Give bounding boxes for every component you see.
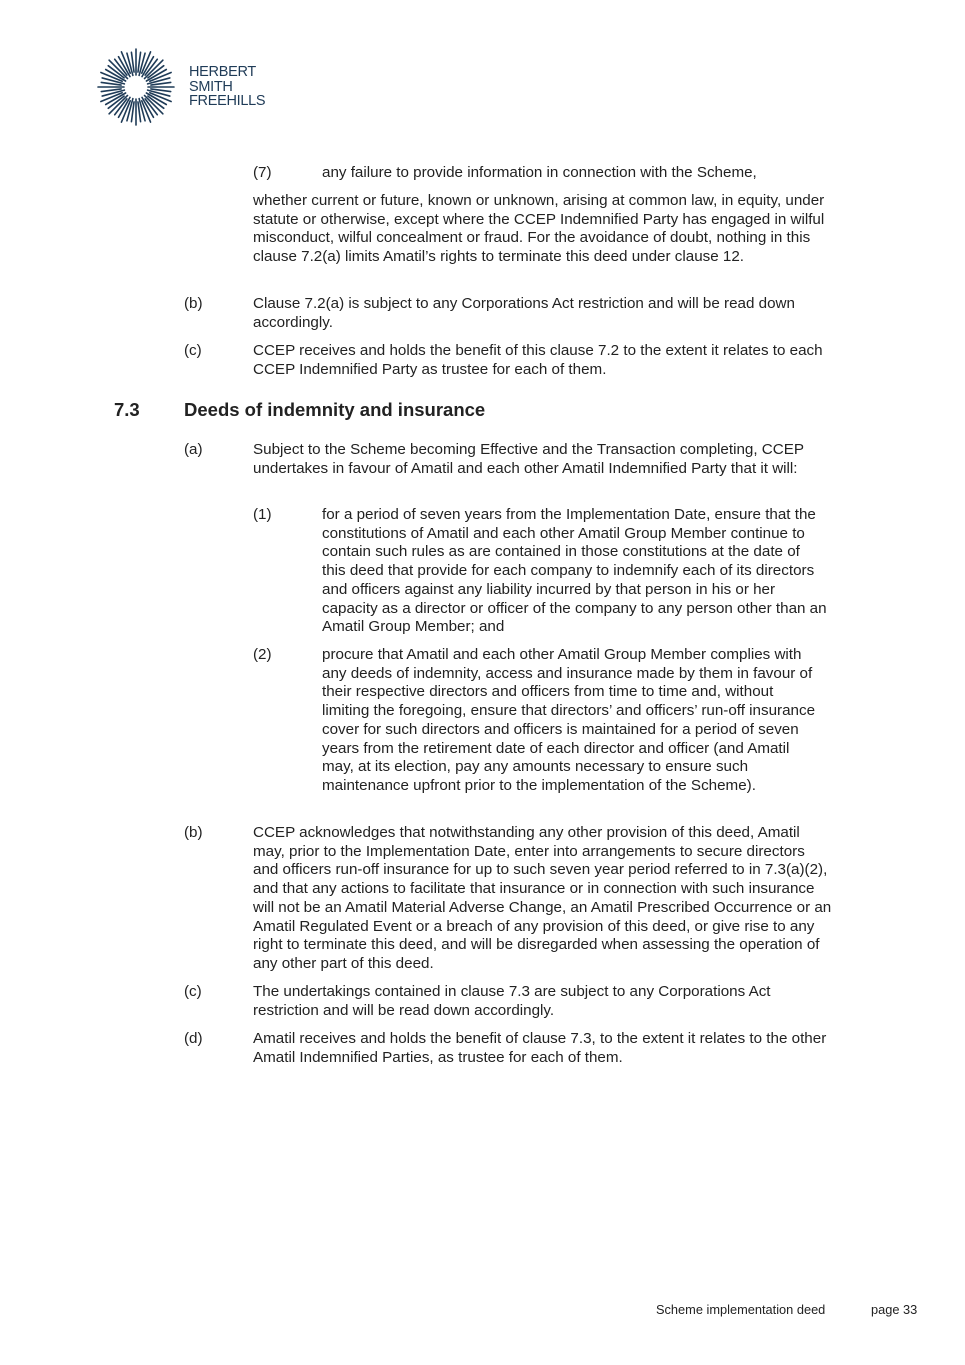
clause-7-3-a-2-number: (2) bbox=[253, 646, 272, 663]
clause-7-3-a-text: Subject to the Scheme becoming Effective and the Transaction completing, CCEP undertakes in favour of Amatil and each other Amatil Indemnified Party that it will: bbox=[253, 441, 804, 477]
clause-7-3-a-1-number: (1) bbox=[253, 506, 272, 523]
item-7-text: any failure to provide information in connection with the Scheme, bbox=[322, 164, 757, 181]
footer-page-number: page 33 bbox=[871, 1302, 918, 1317]
clause-7-2-c-text: CCEP receives and holds the benefit of this clause 7.2 to the extent it relates to each CCEP Indemnified Party as trustee for each of them. bbox=[253, 342, 823, 378]
clause-7-2-b-text: Clause 7.2(a) is subject to any Corporations Act restriction and will be read down accordingly. bbox=[253, 295, 795, 331]
clause-7-3-a-1-text: for a period of seven years from the Implementation Date, ensure that the constitutions of Amatil and each other Amatil Group Member continue to contain such rules as are contained in those constitutions at the date of this deed that provide for each company to indemnify each of its directors and officers against any liability incurred by that person in his or her capacity as a director or officer of the company to any person other than an Amatil Group Member; and bbox=[322, 506, 827, 636]
clause-7-2-c-number: (c) bbox=[184, 342, 202, 359]
section-7-3-title: Deeds of indemnity and insurance bbox=[184, 399, 486, 420]
logo-line-1: HERBERT bbox=[189, 64, 256, 80]
firm-logo bbox=[96, 47, 276, 127]
clause-7-3-a-2-text: procure that Amatil and each other Amatil Group Member complies with any deeds of indemnity, access and insurance made by them in favour of their respective directors and officers from time to time and, without limiting the foregoing, ensure that directors’ and officers’ run-off insurance cover for such directors and officers is maintained for a period of seven years from the retirement date of each director and officer (and Amatil may, at its election, pay any amounts necessary to ensure such maintenance upfront prior to the implementation of the Scheme). bbox=[322, 646, 816, 794]
clause-7-3-c-number: (c) bbox=[184, 983, 202, 1000]
clause-7-3-d-text: Amatil receives and holds the benefit of clause 7.3, to the extent it relates to the other Amatil Indemnified Parties, as trustee for each of them. bbox=[253, 1030, 827, 1066]
section-7-3-number: 7.3 bbox=[114, 399, 140, 420]
logo-wordmark bbox=[189, 65, 265, 109]
item-7-number: (7) bbox=[253, 164, 272, 181]
logo-line-2: SMITH bbox=[189, 78, 233, 95]
clause-7-3-d-number: (d) bbox=[184, 1030, 203, 1047]
continuation-paragraph: whether current or future, known or unknown, arising at common law, in equity, under statute or otherwise, except where the CCEP Indemnified Party has engaged in wilful misconduct, wilful concealment or fraud. For the avoidance of doubt, nothing in this clause 7.2(a) limits Amatil’s rights to terminate this deed under clause 12. bbox=[253, 192, 825, 266]
clause-7-3-a-number: (a) bbox=[184, 441, 203, 458]
clause-7-3-c-text: The undertakings contained in clause 7.3 are subject to any Corporations Act restriction and will be read down accordingly. bbox=[253, 983, 771, 1019]
clause-7-3-b-number: (b) bbox=[184, 824, 203, 841]
footer-doc-title: Scheme implementation deed bbox=[656, 1302, 826, 1317]
sunburst-icon bbox=[96, 47, 176, 127]
clause-7-2-b-number: (b) bbox=[184, 295, 203, 312]
logo-line-3: FREEHILLS bbox=[189, 93, 266, 109]
clause-7-3-b-text: CCEP acknowledges that notwithstanding any other provision of this deed, Amatil may, prior to the Implementation Date, enter into arrangements to secure directors and officers run-off insurance for up to such seven year period referred to in 7.3(a)(2), and that any actions to facilitate that insurance or in connection with such insurance will not be an Amatil Material Adverse Change, an Amatil Prescribed Occurrence or an Amatil Regulated Event or a breach of any provision of this deed, or give rise to any right to terminate this deed, and will be disregarded when assessing the operation of any other part of this deed. bbox=[253, 824, 832, 972]
